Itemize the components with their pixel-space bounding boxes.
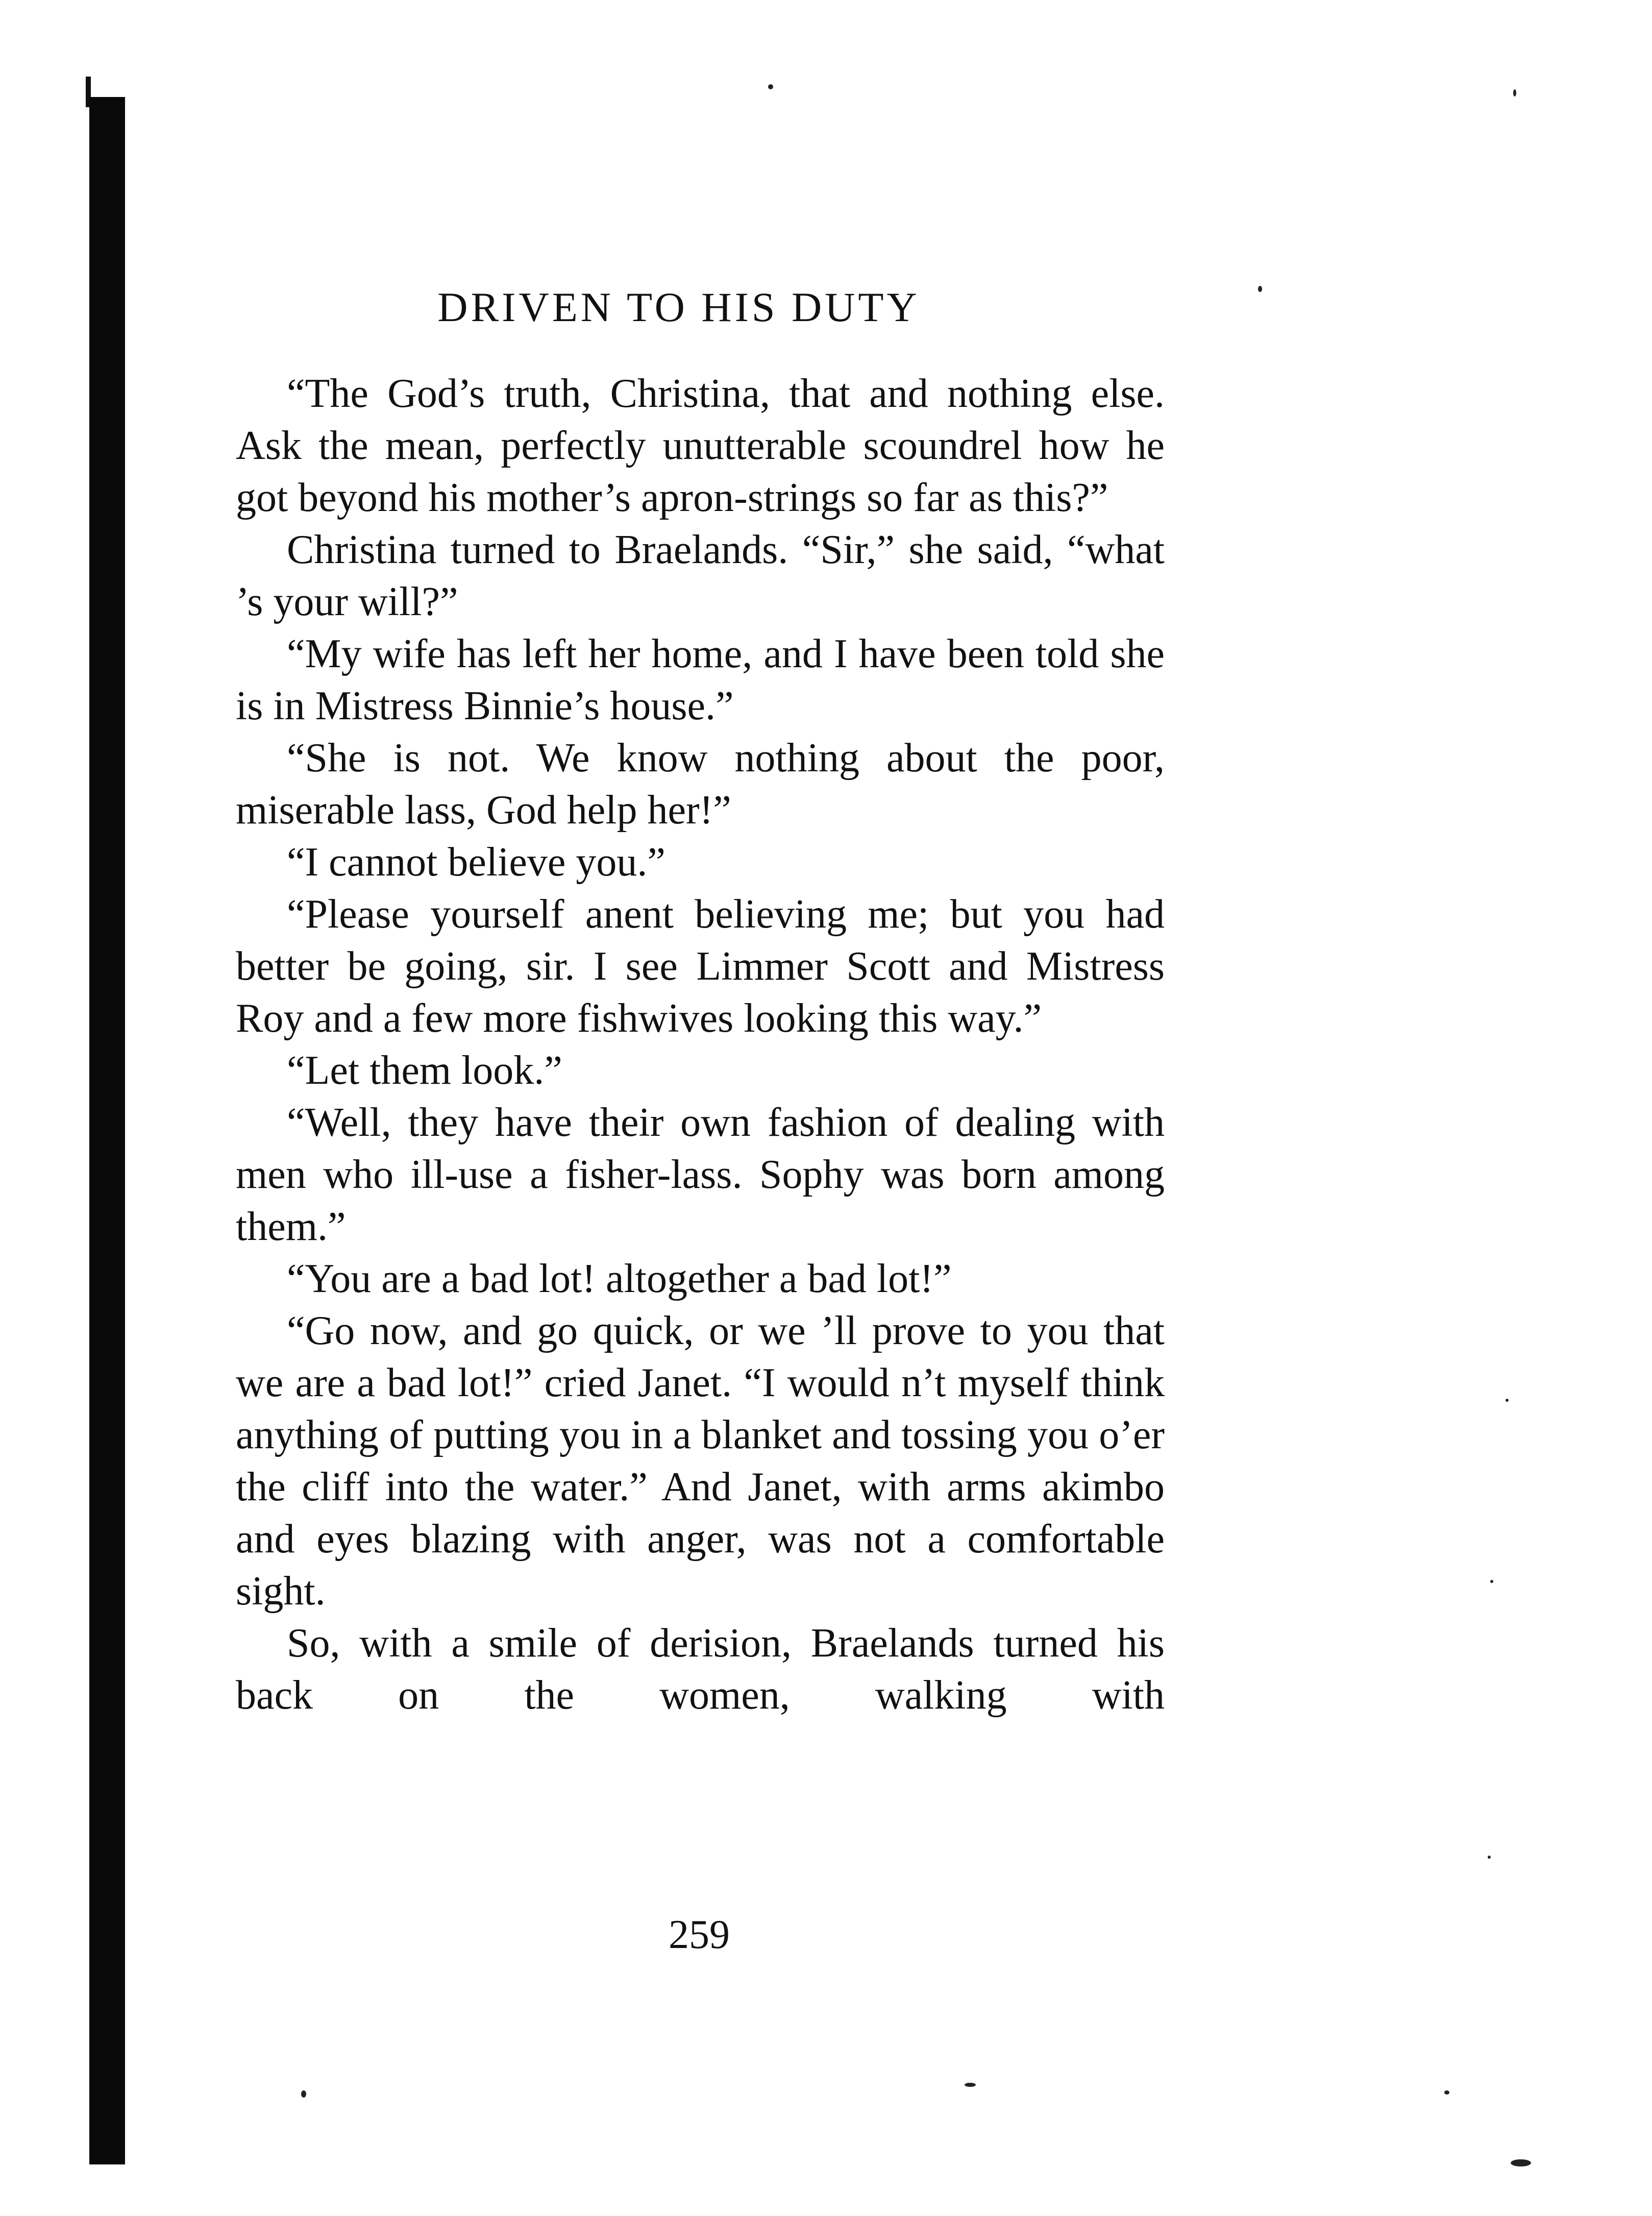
paragraph: So, with a smile of derision, Braelands turned his back on the women, walking with	[236, 1621, 1165, 1718]
paragraph: “Let them look.”	[287, 1048, 562, 1093]
paragraph: “You are a bad lot! altogether a bad lot!”	[287, 1256, 952, 1301]
scan-speck	[1258, 286, 1262, 292]
page-body	[236, 368, 1165, 1721]
scan-speck	[1488, 1856, 1491, 1859]
scan-speck	[768, 84, 773, 89]
scan-speck	[1506, 1399, 1509, 1402]
page-number: 259	[669, 1912, 730, 1957]
paragraph: Christina turned to Braelands. “Sir,” she said, “what ’s your will?”	[236, 527, 1165, 624]
paragraph: “My wife has left her home, and I have been told she is in Mistress Binnie’s house.”	[236, 631, 1165, 728]
scan-speck	[965, 2083, 976, 2087]
paragraph: “I cannot believe you.”	[287, 840, 665, 885]
paragraph: “Well, they have their own fashion of dealing with men who ill-use a fisher-lass. Sophy was born among them.”	[236, 1100, 1165, 1249]
scan-speck	[1490, 1580, 1493, 1583]
scan-speck	[1444, 2090, 1449, 2095]
binding-shadow	[89, 97, 125, 2164]
scan-speck	[301, 2090, 306, 2098]
paragraph: “Please yourself anent believing me; but you had better be going, sir. I see Limmer Scott and Mistress Roy and a few more fishwives looking this way.”	[236, 892, 1165, 1041]
paragraph: “Go now, and go quick, or we ’ll prove to you that we are a bad lot!” cried Janet. “I would n’t myself think anything of putting you in a blanket and tossing you o’er the cliff into the water.” And Janet, with arms akimbo and eyes blazing with anger, was not a comfortable sight.	[236, 1308, 1165, 1614]
running-header: DRIVEN TO HIS DUTY	[437, 284, 920, 330]
paragraph: “She is not. We know nothing about the poor, miserable lass, God help her!”	[236, 736, 1165, 833]
paragraph: “The God’s truth, Christina, that and nothing else. Ask the mean, perfectly unutterable scoundrel how he got beyond his mother’s apron-strings so far as this?”	[236, 371, 1165, 520]
scan-speck	[1511, 2159, 1531, 2166]
scan-speck	[1513, 89, 1516, 96]
